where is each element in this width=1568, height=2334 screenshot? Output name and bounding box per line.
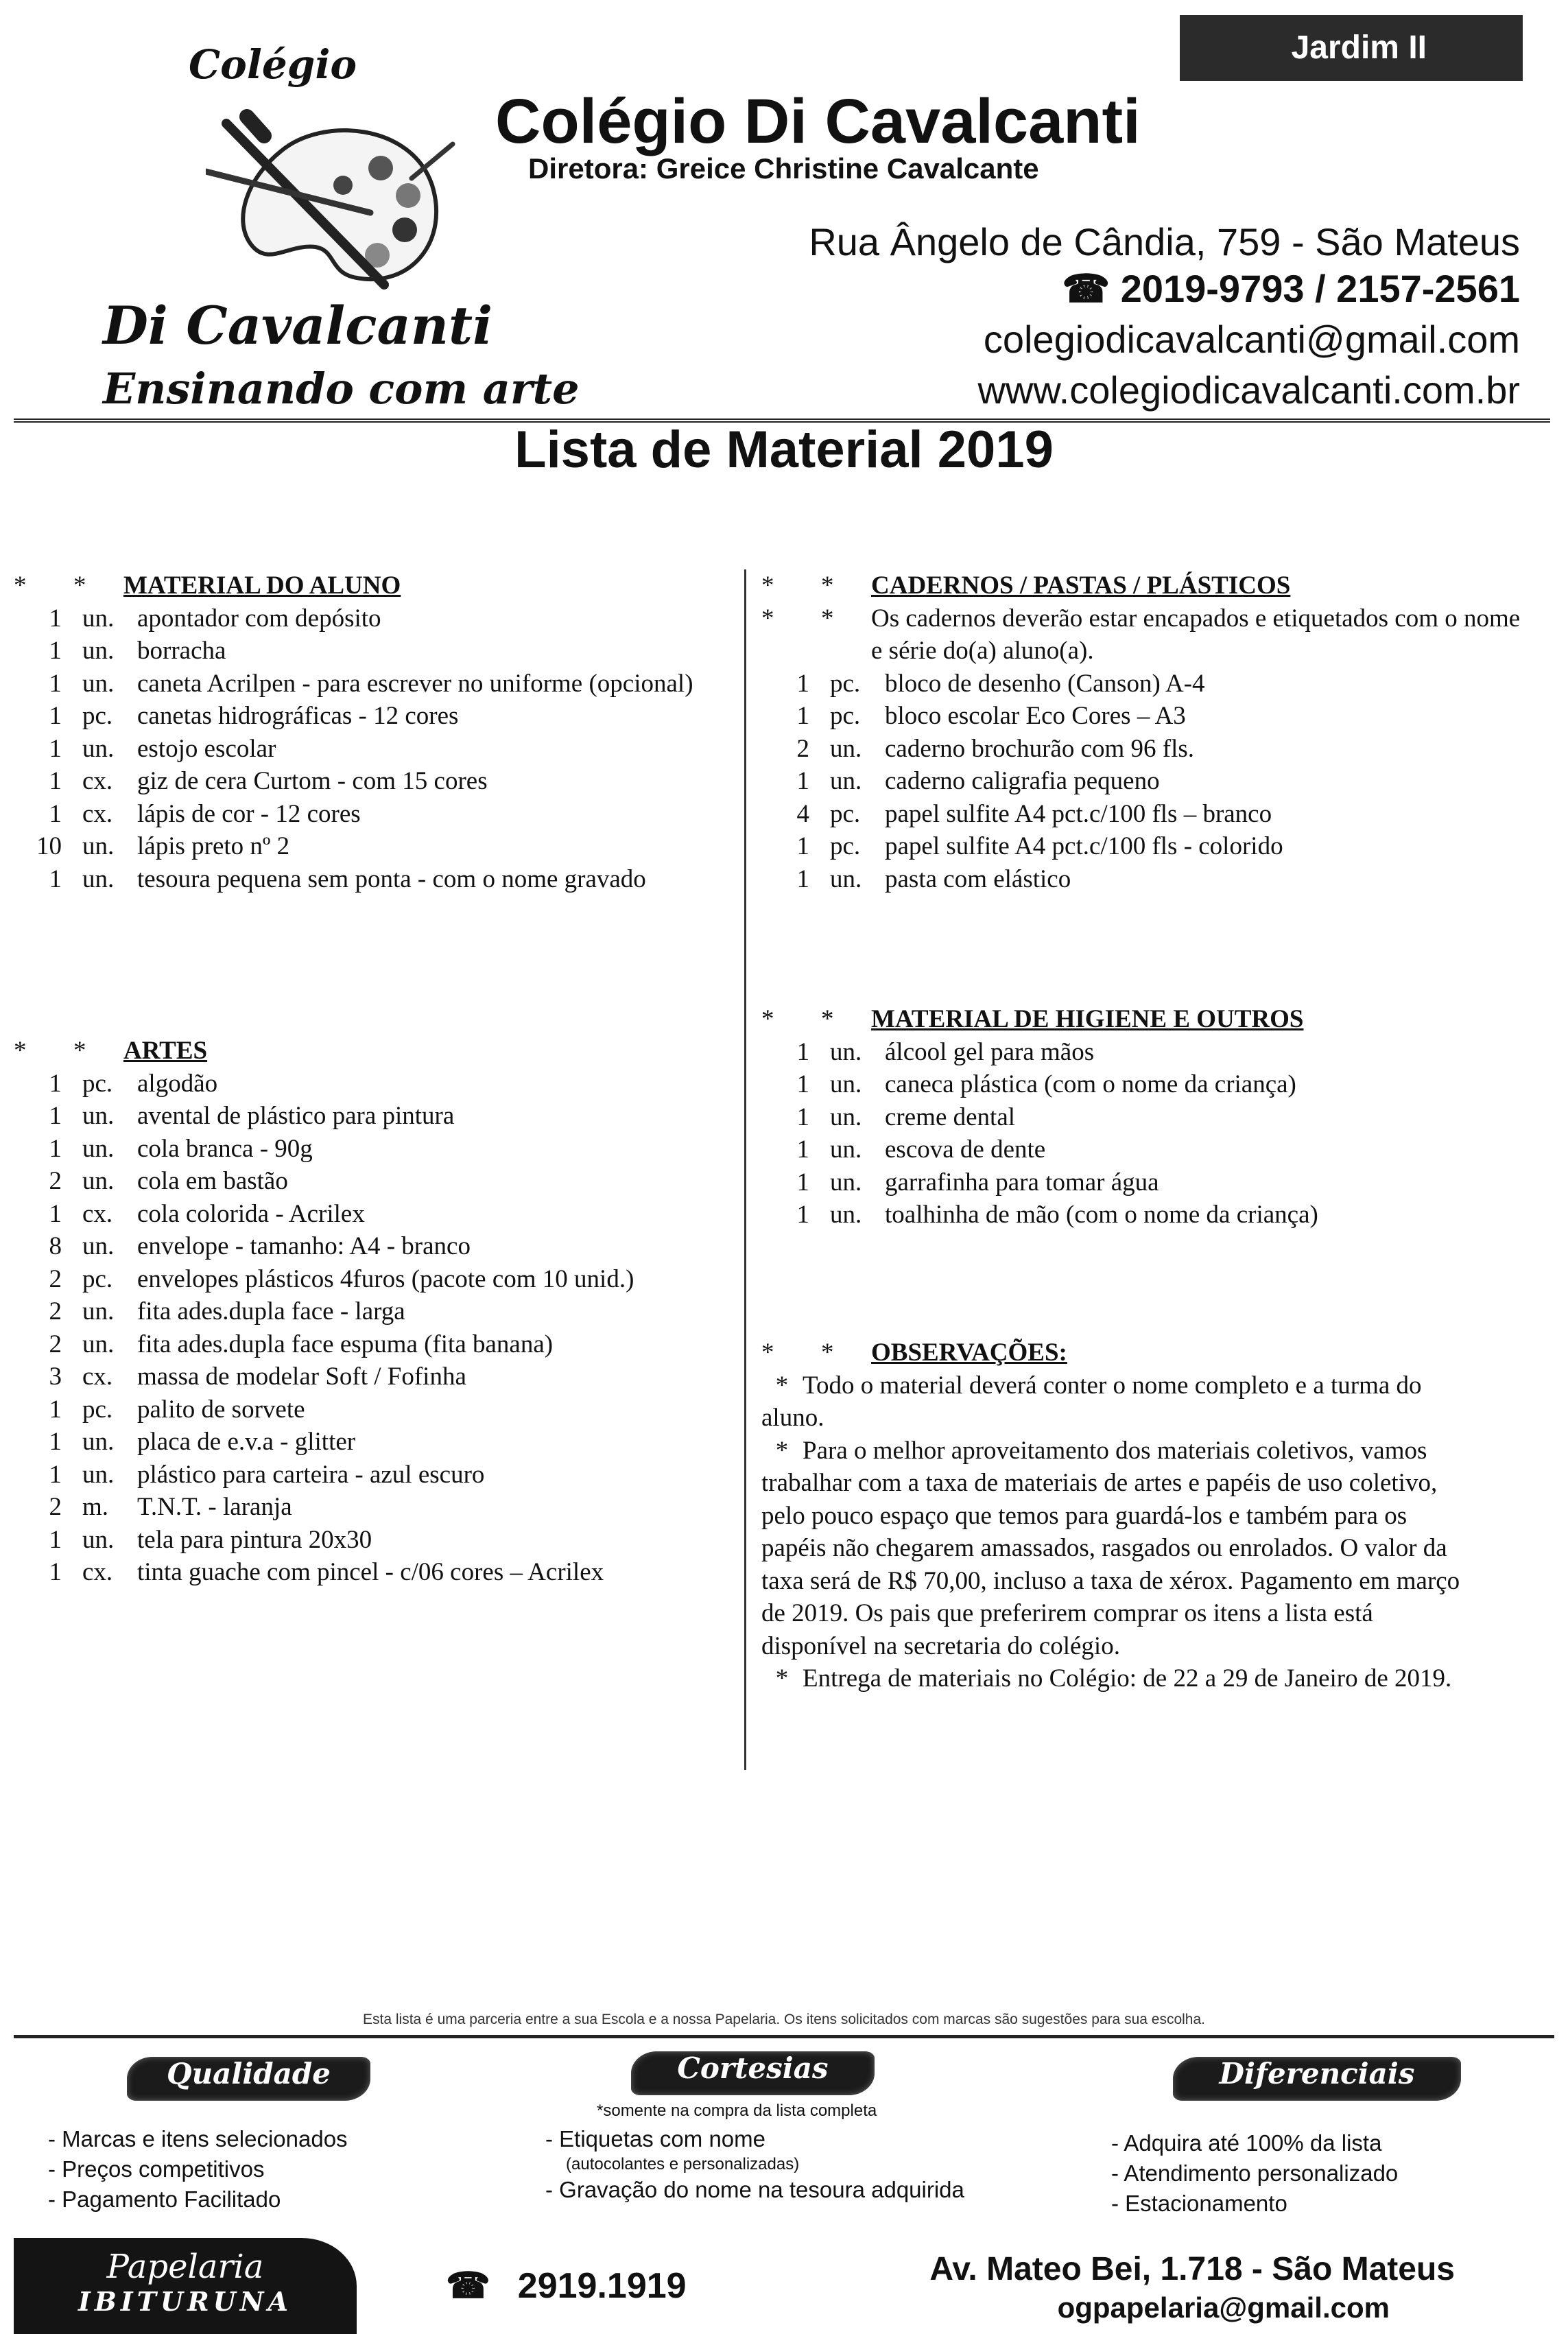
bullet-star: * [761,571,774,600]
bullet-star: * [761,1339,774,1367]
item-description: cola colorida - Acrilex [137,1199,365,1228]
list-item: - Etiquetas com nome [545,2124,964,2154]
item-unit: un. [830,1070,862,1098]
item-list [761,668,1536,896]
item-quantity: 1 [796,702,809,730]
list-item [14,1328,741,1361]
item-description: álcool gel para mãos [885,1037,1095,1066]
item-quantity: 2 [49,1493,62,1521]
list-item [14,668,741,700]
list-item: - Gravação do nome na tesoura adquirida [545,2175,964,2205]
list-item [14,602,741,635]
list-item [14,1230,741,1263]
item-quantity: 1 [49,799,62,828]
list-item: - Marcas e itens selecionados [48,2124,348,2154]
section-header [14,569,741,602]
diferenciais-list [1111,2128,1398,2219]
item-description: cola em bastão [137,1167,288,1195]
item-description: apontador com depósito [137,604,381,633]
item-quantity: 2 [49,1297,62,1325]
section-cadernos [761,569,1536,895]
item-unit: m. [82,1493,109,1521]
logo-top-text: Colégio [189,41,357,88]
section-higiene [761,1003,1536,1231]
footer-caption: Esta lista é uma parceria entre a sua Escola e a nossa Papelaria. Os itens solicitados com marcas são sugestões para sua escolha. [363,2012,1205,2027]
school-email: colegiodicavalcanti@gmail.com [983,318,1520,361]
item-description: tinta guache com pincel - c/06 cores – Acrilex [137,1558,604,1586]
shop-phone-number: 2919.1919 [517,2266,687,2306]
phone-icon: ☎ [1062,267,1110,310]
item-unit: un. [830,1201,862,1229]
item-list [14,1068,741,1589]
list-item [14,1068,741,1100]
list-item [14,1393,741,1426]
item-quantity: 1 [49,1199,62,1228]
shop-address: Av. Mateo Bei, 1.718 - São Mateus [929,2251,1455,2287]
section-observacoes [761,1336,1461,1695]
observation-paragraph [761,1369,1461,1435]
item-unit: cx. [82,1558,113,1586]
item-unit: un. [82,669,115,698]
list-item [14,1524,741,1557]
shop-phone [446,2265,687,2307]
item-quantity: 2 [49,1167,62,1195]
list-item: - Adquira até 100% da lista [1111,2128,1398,2158]
list-item: - Estacionamento [1111,2189,1398,2219]
bullet-star: * [821,1339,834,1367]
list-item [14,798,741,831]
list-item [14,863,741,896]
item-quantity: 1 [796,1070,809,1098]
item-description: caneta Acrilpen - para escrever no uniforme (opcional) [137,669,693,698]
qualidade-banner: Qualidade [127,2057,370,2101]
list-item [14,1165,741,1198]
item-quantity: 10 [36,832,62,860]
item-quantity: 1 [49,669,62,698]
section-note-text: Os cadernos deverão estar encapados e etiquetados com o nome e série do(a) aluno(a). [871,604,1521,665]
item-unit: un. [830,767,862,795]
list-item [761,700,1536,733]
papelaria-logo [14,2238,357,2334]
school-phones [1062,266,1520,311]
item-quantity: 1 [796,1103,809,1131]
bullet-star: * [761,604,774,633]
item-description: fita ades.dupla face espuma (fita banana) [137,1330,554,1358]
column-divider [744,569,746,1770]
list-item [761,1068,1536,1101]
school-name: Colégio Di Cavalcanti [495,86,1141,156]
list-item [14,1491,741,1524]
bullet-star: * [14,571,27,600]
bullet-star: * [14,1037,27,1065]
list-item [14,765,741,798]
item-description: pasta com elástico [885,864,1071,893]
item-quantity: 1 [49,1069,62,1098]
item-quantity: 1 [49,1525,62,1554]
item-unit: un. [82,1134,115,1163]
item-description: T.N.T. - laranja [137,1493,292,1521]
item-unit: pc. [830,669,861,698]
item-quantity: 1 [49,1558,62,1586]
item-unit: un. [82,1428,115,1456]
list-item: - Atendimento personalizado [1111,2158,1398,2189]
item-unit: un. [82,1102,115,1130]
logo-name-text: Di Cavalcanti [103,295,492,356]
item-unit: cx. [82,1363,113,1391]
bullet-star: * [73,571,86,600]
item-description: bloco de desenho (Canson) A-4 [885,669,1205,698]
phone-icon: ☎ [446,2266,490,2306]
item-description: escova de dente [885,1135,1046,1164]
item-unit: pc. [830,799,861,828]
item-description: fita ades.dupla face - larga [137,1297,405,1325]
item-description: toalhinha de mão (com o nome da criança) [885,1201,1318,1229]
item-description: tela para pintura 20x30 [137,1525,372,1554]
item-list [14,602,741,896]
item-unit: un. [82,864,115,893]
cortesias-list [545,2124,964,2205]
item-unit: cx. [82,1199,113,1228]
item-quantity: 1 [796,767,809,795]
page-title: Lista de Material 2019 [514,421,1054,479]
item-quantity: 4 [796,799,809,828]
item-unit: un. [82,1167,115,1195]
item-description: borracha [137,637,226,665]
list-item [761,1036,1536,1069]
item-description: algodão [137,1069,218,1098]
list-item [761,1101,1536,1134]
item-description: caderno caligrafia pequeno [885,767,1160,795]
item-unit: un. [82,1297,115,1325]
item-unit: un. [830,1037,862,1066]
section-title: OBSERVAÇÕES: [871,1339,1067,1367]
item-description: papel sulfite A4 pct.c/100 fls - colorido [885,832,1283,860]
shop-brand: IBITURUNA [78,2286,293,2317]
item-quantity: 1 [796,864,809,893]
phone-numbers: 2019-9793 / 2157-2561 [1120,267,1520,310]
item-quantity: 1 [796,1168,809,1197]
list-item [761,830,1536,863]
section-material-do-aluno [14,569,741,895]
item-quantity: 1 [796,1037,809,1066]
item-description: papel sulfite A4 pct.c/100 fls – branco [885,799,1272,828]
bullet-star: * [775,1664,789,1693]
item-quantity: 1 [796,669,809,698]
item-description: placa de e.v.a - glitter [137,1428,356,1456]
director-name: Diretora: Greice Christine Cavalcante [528,152,1039,185]
cortesias-banner: Cortesias [631,2051,875,2095]
item-description: giz de cera Curtom - com 15 cores [137,767,488,795]
list-item [761,668,1536,700]
bullet-star: * [775,1371,789,1400]
item-list [761,1036,1536,1231]
observation-text: Todo o material deverá conter o nome completo e a turma do aluno. [761,1371,1422,1432]
item-quantity: 1 [49,734,62,763]
item-quantity: 2 [796,734,809,763]
list-item [761,733,1536,766]
item-quantity: 1 [796,1135,809,1164]
section-title: MATERIAL DE HIGIENE E OUTROS [871,1005,1304,1033]
item-description: canetas hidrográficas - 12 cores [137,702,459,730]
observation-paragraph [761,1662,1461,1695]
section-note [761,602,1536,668]
logo-slogan-text: Ensinando com arte [103,364,580,414]
section-header [761,1003,1536,1036]
item-quantity: 1 [49,1395,62,1424]
item-description: estojo escolar [137,734,276,763]
shop-email: ogpapelaria@gmail.com [1057,2291,1390,2324]
item-unit: un. [830,1168,862,1197]
item-unit: pc. [82,1069,113,1098]
school-address: Rua Ângelo de Cândia, 759 - São Mateus [809,220,1520,263]
item-unit: un. [82,1330,115,1358]
observation-text: Entrega de materiais no Colégio: de 22 a 29 de Janeiro de 2019. [803,1664,1452,1693]
item-description: tesoura pequena sem ponta - com o nome gravado [137,864,646,893]
section-header [761,1336,1461,1369]
item-unit: un. [82,1232,115,1260]
list-item [14,700,741,733]
bullet-star: * [821,604,834,633]
observation-text: Para o melhor aproveitamento dos materiais coletivos, vamos trabalhar com a taxa de materiais de artes e papéis de uso coletivo, pelo pouco espaço que temos para guardá-los e também para os papéis não chegarem amassados, rasgados ou enrolados. O valor da taxa será de R$ 70,00, incluso a taxa de xérox. Pagamento em março de 2019. Os pais que preferirem comprar os itens a lista está disponível na secretaria do colégio. [761,1436,1460,1660]
section-artes [14,1035,741,1589]
item-unit: un. [82,604,115,633]
item-quantity: 1 [49,767,62,795]
bullet-star: * [775,1436,789,1465]
item-description: envelope - tamanho: A4 - branco [137,1232,471,1260]
item-description: lápis de cor - 12 cores [137,799,361,828]
item-quantity: 1 [49,1460,62,1489]
list-item: - Preços competitivos [48,2154,348,2184]
section-title: ARTES [123,1037,208,1065]
bullet-star: * [761,1005,774,1033]
item-unit: pc. [830,832,861,860]
list-item [761,1166,1536,1199]
item-description: envelopes plásticos 4furos (pacote com 10 unid.) [137,1264,634,1293]
school-website: www.colegiodicavalcanti.com.br [977,368,1520,412]
list-item-subtext: (autocolantes e personalizadas) [566,2155,800,2173]
qualidade-list [48,2124,348,2215]
item-unit: un. [830,1103,862,1131]
item-quantity: 8 [49,1232,62,1260]
item-description: avental de plástico para pintura [137,1102,455,1130]
list-item [761,863,1536,896]
item-unit: cx. [82,767,113,795]
list-item [14,830,741,863]
section-header [14,1035,741,1068]
cortesias-note: *somente na compra da lista completa [597,2101,877,2120]
item-unit: un. [82,1460,115,1489]
item-quantity: 2 [49,1330,62,1358]
list-item [14,1100,741,1133]
item-description: creme dental [885,1103,1016,1131]
list-item [14,1426,741,1459]
item-description: cola branca - 90g [137,1134,313,1163]
item-description: caneca plástica (com o nome da criança) [885,1070,1296,1098]
list-item [761,1133,1536,1166]
list-item [14,1198,741,1231]
footer-divider [14,2035,1554,2038]
item-unit: un. [82,1525,115,1554]
item-quantity: 2 [49,1264,62,1293]
item-quantity: 1 [49,702,62,730]
item-unit: pc. [82,1264,113,1293]
item-quantity: 3 [49,1363,62,1391]
item-description: caderno brochurão com 96 fls. [885,734,1195,763]
item-description: bloco escolar Eco Cores – A3 [885,702,1186,730]
item-unit: un. [830,1135,862,1164]
shop-name: Papelaria [106,2248,264,2286]
item-quantity: 1 [49,1102,62,1130]
item-description: garrafinha para tomar água [885,1168,1159,1197]
observation-paragraph [761,1435,1461,1663]
item-description: plástico para carteira - azul escuro [137,1460,485,1489]
item-unit: un. [82,734,115,763]
list-item [14,1360,741,1393]
palette-icon [206,103,480,309]
list-item [761,798,1536,831]
item-unit: un. [82,832,115,860]
item-unit: pc. [830,702,861,730]
list-item [761,1199,1536,1231]
list-item [14,1556,741,1589]
list-item [14,733,741,766]
list-item [761,765,1536,798]
item-unit: un. [82,637,115,665]
item-unit: pc. [82,702,113,730]
section-header [761,569,1536,602]
item-quantity: 1 [796,1201,809,1229]
list-item [14,1295,741,1328]
bullet-star: * [73,1037,86,1065]
item-unit: un. [830,864,862,893]
item-description: lápis preto nº 2 [137,832,290,860]
item-description: palito de sorvete [137,1395,305,1424]
item-quantity: 1 [49,1428,62,1456]
item-quantity: 1 [49,604,62,633]
list-item [14,1133,741,1166]
item-unit: pc. [82,1395,113,1424]
item-unit: cx. [82,799,113,828]
section-title: CADERNOS / PASTAS / PLÁSTICOS [871,571,1291,600]
item-quantity: 1 [49,864,62,893]
list-item [14,1459,741,1492]
section-title: MATERIAL DO ALUNO [123,571,401,600]
list-item [14,635,741,668]
bullet-star: * [821,571,834,600]
item-quantity: 1 [796,832,809,860]
list-item: - Pagamento Facilitado [48,2184,348,2215]
list-item [14,1263,741,1296]
item-quantity: 1 [49,1134,62,1163]
bullet-star: * [821,1005,834,1033]
item-unit: un. [830,734,862,763]
grade-badge: Jardim II [1180,15,1523,81]
item-quantity: 1 [49,637,62,665]
item-description: massa de modelar Soft / Fofinha [137,1363,466,1391]
school-logo [103,27,580,414]
diferenciais-banner: Diferenciais [1173,2057,1461,2101]
